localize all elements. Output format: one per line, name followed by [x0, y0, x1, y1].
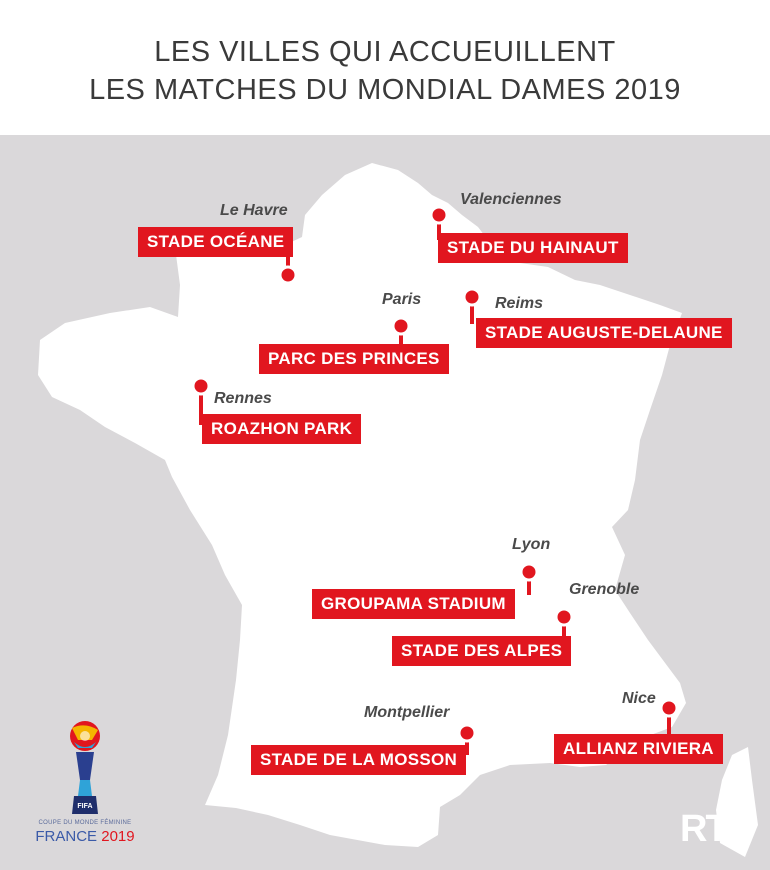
fifa-world-cup-logo	[30, 718, 140, 848]
city-label-valenciennes: Valenciennes	[460, 191, 562, 208]
city-label-montpellier: Montpellier	[364, 704, 450, 721]
header	[0, 0, 770, 135]
stadium-label-allianz-riviera: ALLIANZ RIVIERA	[554, 734, 723, 764]
logo-country-year	[30, 828, 140, 845]
pin-rennes	[193, 378, 209, 394]
city-label-le-havre: Le Havre	[220, 202, 288, 219]
logo-subtitle: COUPE DU MONDE FÉMININE	[38, 820, 132, 826]
city-label-grenoble: Grenoble	[569, 581, 640, 598]
pin-reims	[464, 289, 480, 305]
city-label-nice: Nice	[622, 690, 656, 707]
title-line-2: LES MATCHES DU MONDIAL DAMES 2019	[89, 74, 681, 106]
logo-country: FRANCE	[35, 828, 98, 845]
stadium-label-stade-auguste-delaune: STADE AUGUSTE-DELAUNE	[476, 318, 732, 348]
pin-grenoble	[556, 609, 572, 625]
stadium-label-stade-du-hainaut: STADE DU HAINAUT	[438, 233, 628, 263]
title-line-1: LES VILLES QUI ACCUEUILLENT	[154, 36, 616, 68]
pin-le-havre	[280, 267, 296, 283]
stadium-label-stade-oceane: STADE OCÉANE	[138, 227, 293, 257]
stadium-label-stade-de-la-mosson: STADE DE LA MOSSON	[251, 745, 466, 775]
pin-valenciennes	[431, 207, 447, 223]
pin-paris	[393, 318, 409, 334]
city-label-lyon: Lyon	[512, 536, 551, 553]
pin-lyon	[521, 564, 537, 580]
stadium-label-groupama-stadium: GROUPAMA STADIUM	[312, 589, 515, 619]
stadium-label-parc-des-princes: PARC DES PRINCES	[259, 344, 449, 374]
stadium-label-roazhon-park: ROAZHON PARK	[202, 414, 361, 444]
city-label-reims: Reims	[495, 295, 544, 312]
rtl-watermark: RTL	[680, 808, 748, 850]
city-label-paris: Paris	[382, 291, 422, 308]
stadium-label-stade-des-alpes: STADE DES ALPES	[392, 636, 571, 666]
city-label-rennes: Rennes	[214, 390, 272, 407]
fifa-trophy-logo-icon	[30, 718, 140, 820]
logo-year: 2019	[101, 828, 135, 845]
pin-montpellier	[459, 725, 475, 741]
pin-nice	[661, 700, 677, 716]
fifa-text: FIFA	[77, 803, 93, 810]
